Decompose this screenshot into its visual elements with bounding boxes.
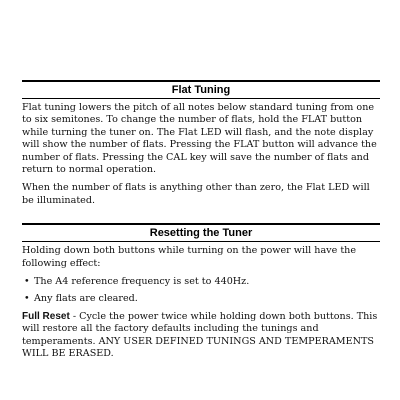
full-reset-text: - Cycle the power twice while holding down both buttons. This will restore all the factory defaults including the tunings and temperaments. ANY USER DEFINED TUNINGS AND TEMPERAMENTS WILL BE ERASED.	[22, 310, 378, 360]
bullet-icon: •	[24, 293, 30, 305]
flat-tuning-paragraph-2: When the number of flats is anything other than zero, the Flat LED will be illuminated.	[22, 182, 370, 206]
bullet-icon: •	[24, 276, 30, 288]
list-item-text: Any flats are cleared.	[34, 293, 138, 305]
full-reset-lead: Full Reset	[22, 310, 70, 322]
list-item	[22, 293, 380, 305]
list-item-text: The A4 reference frequency is set to 440Hz.	[34, 276, 250, 288]
full-reset-paragraph	[22, 311, 380, 361]
resetting-intro: Holding down both buttons while turning on the power will have the following effect:	[22, 245, 357, 269]
reset-effects-list	[22, 276, 380, 306]
resetting-tuner-section	[22, 223, 380, 360]
flat-tuning-heading: Flat Tuning	[22, 80, 380, 99]
list-item	[22, 276, 380, 288]
resetting-tuner-heading: Resetting the Tuner	[22, 223, 380, 242]
document-page	[22, 80, 380, 361]
flat-tuning-paragraph-1: Flat tuning lowers the pitch of all notes below standard tuning from one to six semitones. To change the number of flats, hold the FLAT button while turning the tuner on. The Flat LED will flash, and the note display will show the number of flats. Pressing the FLAT button will advance the number of flats. Pressing the CAL key will save the number of flats and return to normal operation.	[22, 102, 377, 176]
flat-tuning-section	[22, 80, 380, 207]
